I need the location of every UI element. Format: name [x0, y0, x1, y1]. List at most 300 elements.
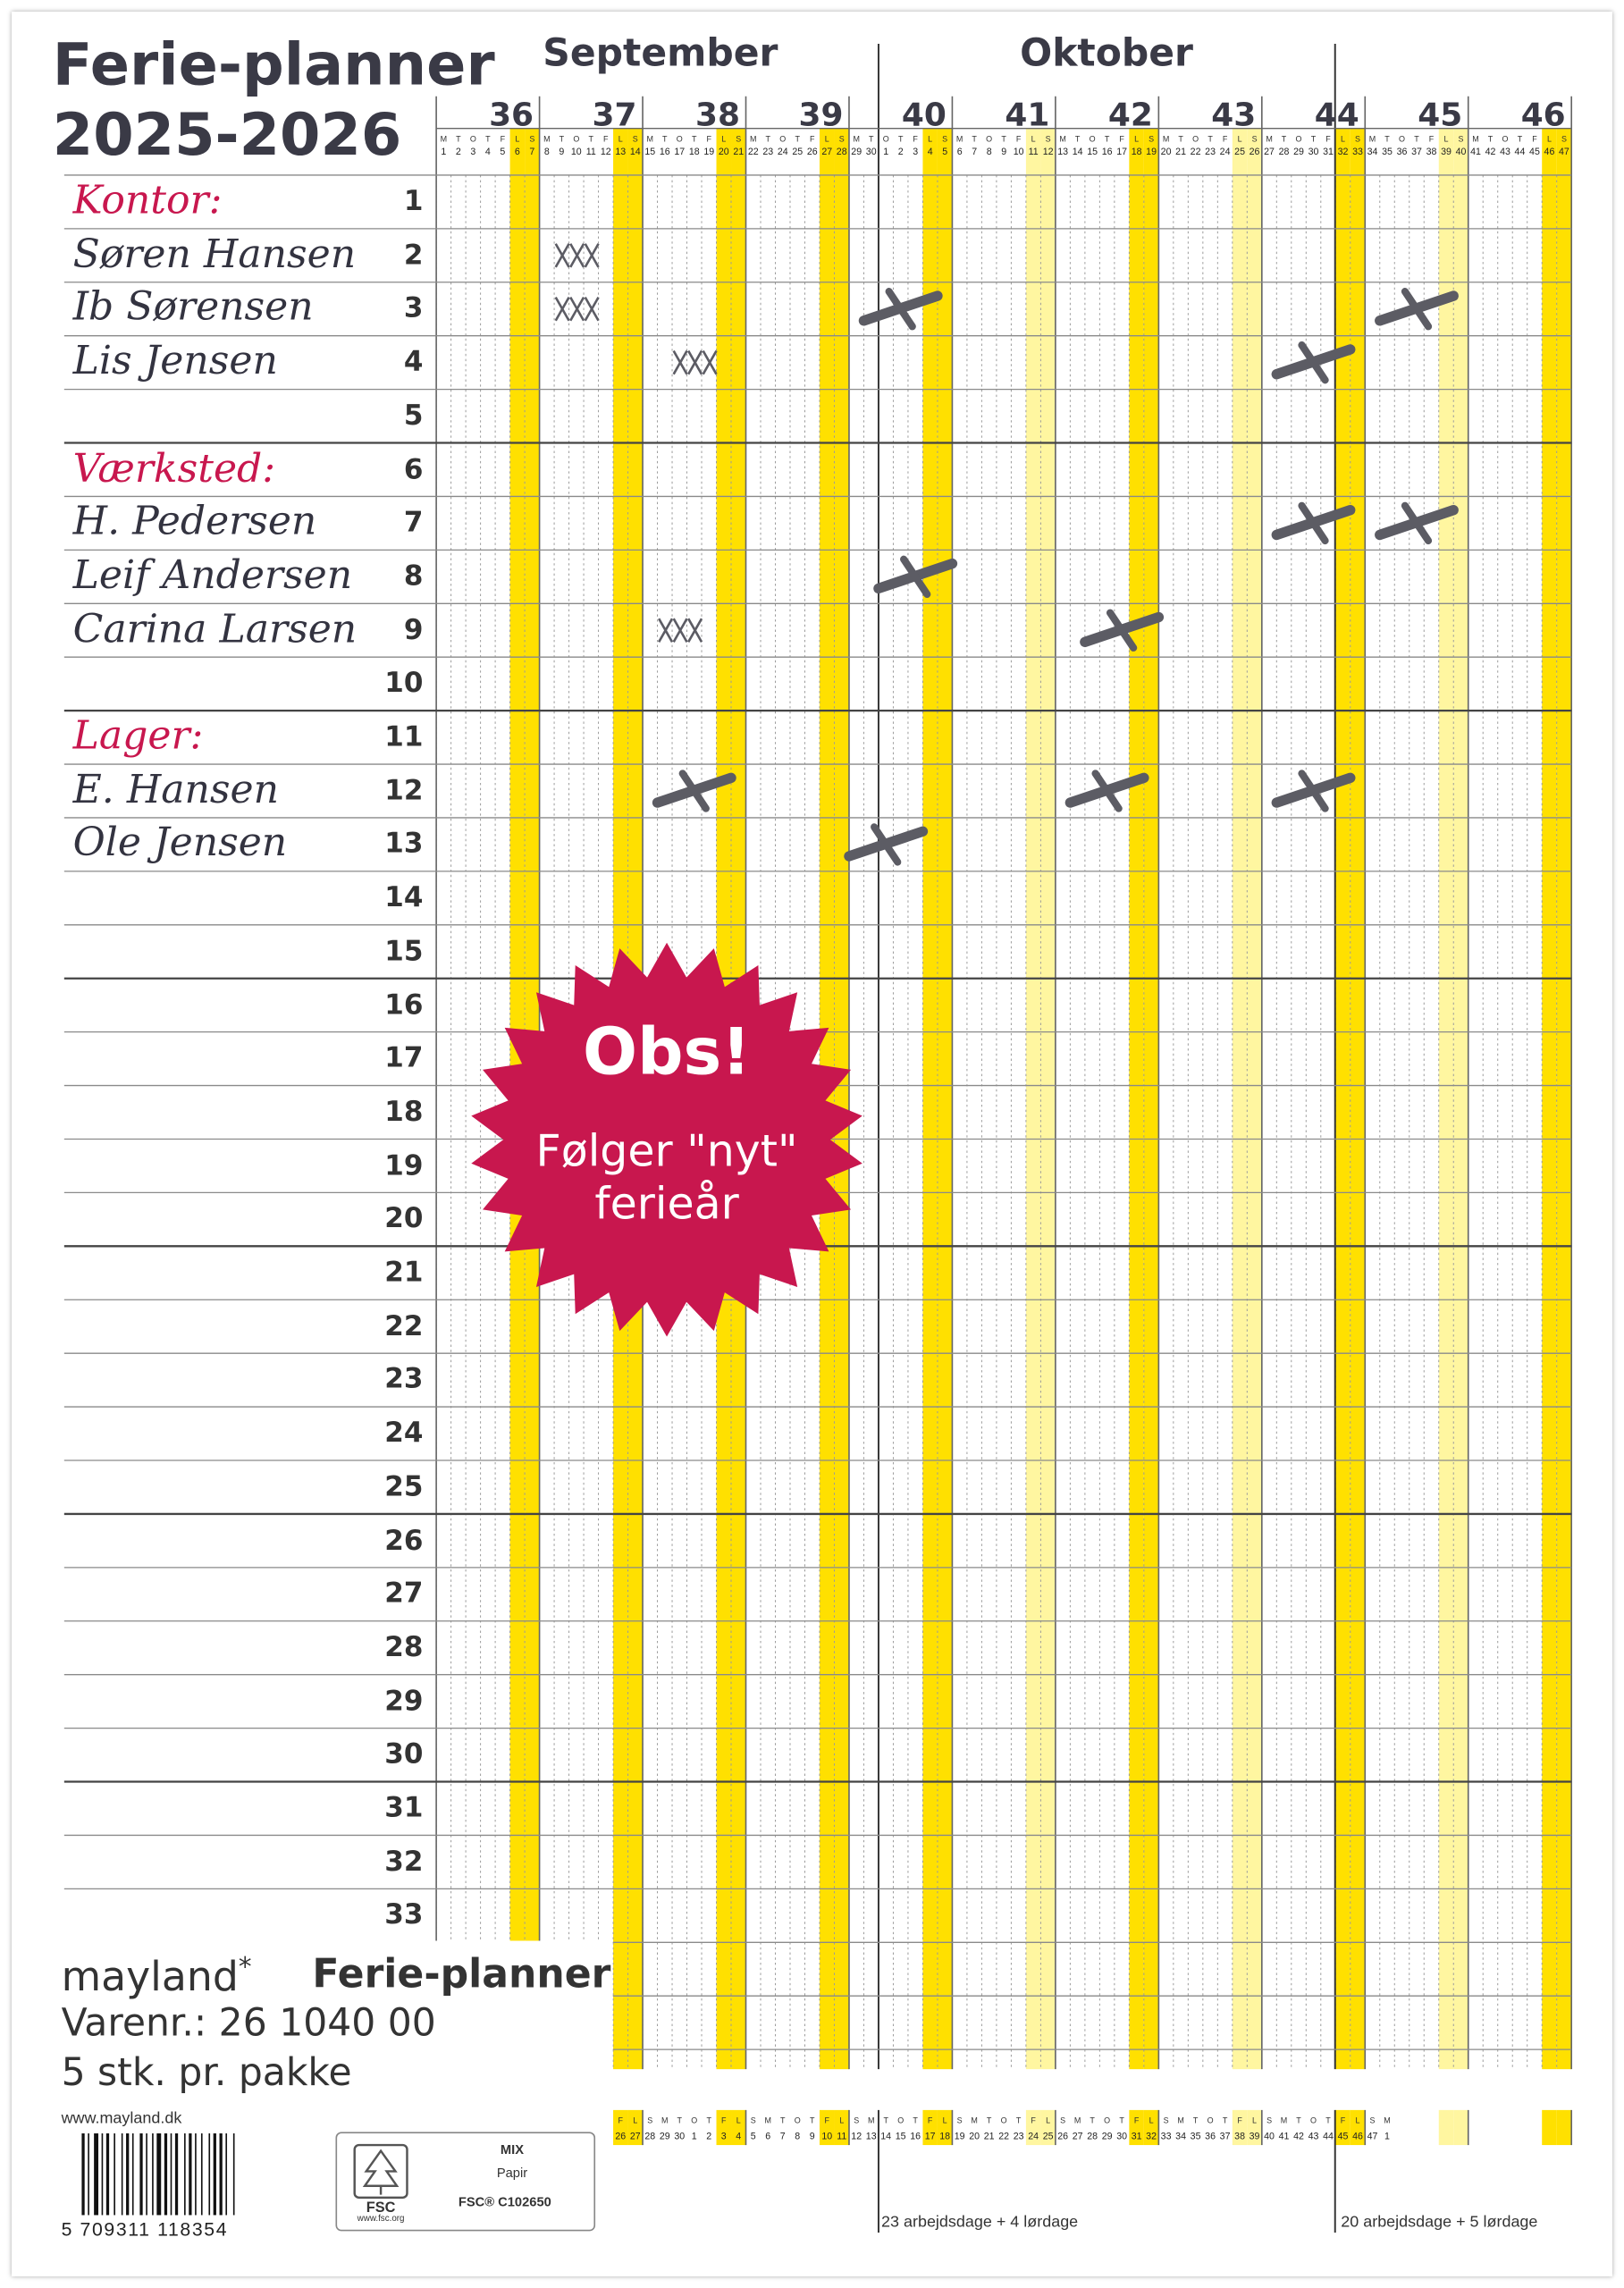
day-date: 26: [806, 147, 818, 158]
day-date: 24: [777, 147, 788, 158]
row-number: 29: [384, 1685, 424, 1718]
badge-line-2: ferieår: [594, 1179, 739, 1231]
fsc-tree-icon: [351, 2142, 409, 2200]
day-date: 39: [1441, 147, 1452, 158]
day-letter-bottom: O: [897, 2116, 905, 2125]
day-date: 14: [629, 147, 641, 158]
day-date-bottom: 37: [1219, 2131, 1231, 2142]
day-letter-bottom: O: [1000, 2116, 1007, 2125]
day-date-bottom: 47: [1367, 2131, 1378, 2142]
row-number: 19: [384, 1148, 424, 1182]
day-letter-bottom: T: [1090, 2116, 1095, 2125]
day-letter: M: [853, 134, 860, 144]
day-date-bottom: 18: [939, 2131, 951, 2142]
day-date-bottom: 26: [615, 2131, 627, 2142]
day-date: 44: [1514, 147, 1526, 158]
employee-name: Leif Andersen: [72, 552, 353, 599]
day-letter-bottom: M: [971, 2116, 978, 2125]
day-letter: S: [736, 134, 742, 144]
day-date-bottom: 1: [691, 2131, 697, 2142]
barcode-bar: [214, 2133, 216, 2215]
day-date-bottom: 24: [1028, 2131, 1039, 2142]
day-letter-bottom: S: [1369, 2116, 1376, 2125]
month-label-september: September: [543, 31, 778, 76]
category-label: Værksted:: [72, 445, 276, 492]
vacation-cross-mark: [1380, 291, 1453, 326]
day-letter: L: [1237, 134, 1242, 144]
day-date: 18: [688, 147, 700, 158]
day-date: 4: [927, 147, 933, 158]
pack-size: 5 stk. pr. pakke: [61, 2051, 352, 2096]
day-letter: L: [1031, 134, 1036, 144]
day-date: 15: [1087, 147, 1098, 158]
day-letter-bottom: L: [1355, 2116, 1360, 2125]
day-letter: F: [1119, 134, 1124, 144]
vacation-cross-mark: [1276, 506, 1350, 541]
day-date: 23: [1205, 147, 1216, 158]
day-date-bottom: 39: [1249, 2131, 1260, 2142]
day-letter: F: [603, 134, 609, 144]
day-letter-bottom: T: [1222, 2116, 1228, 2125]
day-letter: O: [573, 134, 580, 144]
day-date: 2: [897, 147, 904, 158]
vacation-small-x-mark: [556, 298, 599, 321]
brand-name: mayland: [61, 1952, 239, 2001]
day-letter-bottom: L: [633, 2116, 638, 2125]
vacation-cross-mark: [1276, 773, 1350, 808]
day-letter-bottom: T: [677, 2116, 683, 2125]
barcode-bar: [126, 2133, 129, 2215]
day-letter: T: [1384, 134, 1390, 144]
day-letter: F: [706, 134, 712, 144]
day-date: 19: [1146, 147, 1157, 158]
row-number: 12: [384, 774, 424, 807]
day-letter: M: [955, 134, 963, 144]
day-date-bottom: 36: [1205, 2131, 1216, 2142]
day-letter: S: [1149, 134, 1155, 144]
day-letter: T: [1001, 134, 1006, 144]
day-date: 15: [644, 147, 656, 158]
day-date: 5: [942, 147, 948, 158]
day-letter: S: [1251, 134, 1258, 144]
day-letter-bottom: F: [1340, 2116, 1346, 2125]
day-letter: S: [1561, 134, 1567, 144]
row-number: 21: [384, 1256, 424, 1289]
product-name: Ferie-planner: [312, 1952, 611, 1998]
day-date: 32: [1337, 147, 1349, 158]
day-date: 12: [600, 147, 611, 158]
day-letter: T: [1104, 134, 1110, 144]
day-letter: O: [882, 134, 889, 144]
day-letter: L: [1546, 134, 1552, 144]
month-label-oktober: Oktober: [1020, 31, 1194, 76]
day-letter: O: [1502, 134, 1509, 144]
day-letter-bottom: T: [883, 2116, 888, 2125]
vacation-small-x-mark: [674, 351, 717, 374]
day-date: 36: [1396, 147, 1408, 158]
week-number: 39: [798, 97, 844, 134]
barcode-bar: [233, 2133, 235, 2215]
barcode-bar: [225, 2133, 227, 2215]
row-number: 15: [384, 935, 424, 968]
day-date: 6: [956, 147, 963, 158]
day-letter: O: [1399, 134, 1406, 144]
day-date: 12: [1042, 147, 1054, 158]
vacation-cross-mark: [879, 559, 952, 594]
barcode-bar: [184, 2133, 186, 2215]
employee-name: Ib Sørensen: [72, 285, 314, 331]
day-letter: F: [1222, 134, 1228, 144]
row-number: 8: [403, 559, 424, 593]
day-date-bottom: 19: [954, 2131, 965, 2142]
planner-title: Ferie-planner: [52, 31, 495, 100]
day-date-bottom: 46: [1352, 2131, 1363, 2142]
day-letter: M: [1472, 134, 1479, 144]
fsc-logo-text: FSC: [366, 2200, 396, 2217]
day-letter: F: [809, 134, 815, 144]
day-date: 4: [484, 147, 491, 158]
day-letter-bottom: T: [1015, 2116, 1022, 2125]
barcode-bar: [171, 2133, 172, 2215]
day-letter-bottom: S: [854, 2116, 860, 2125]
row-number: 18: [384, 1095, 424, 1128]
day-letter-bottom: S: [1163, 2116, 1169, 2125]
row-number: 7: [403, 506, 424, 539]
row-number: 26: [384, 1524, 424, 1557]
day-date-bottom: 15: [895, 2131, 906, 2142]
day-date: 9: [559, 147, 565, 158]
day-date: 25: [1234, 147, 1245, 158]
day-letter: S: [942, 134, 948, 144]
day-date: 8: [543, 147, 550, 158]
row-number: 5: [403, 400, 424, 432]
day-letter-bottom: S: [1266, 2116, 1273, 2125]
day-date-bottom: 31: [1131, 2131, 1142, 2142]
row-number: 3: [403, 292, 424, 325]
week-number: 38: [695, 97, 740, 134]
employee-name: H. Pedersen: [72, 499, 317, 545]
day-date: 7: [972, 147, 978, 158]
day-letter: T: [662, 134, 668, 144]
day-letter: O: [779, 134, 787, 144]
row-number: 10: [384, 667, 424, 700]
barcode-bar: [146, 2133, 147, 2215]
barcode-bar: [139, 2133, 142, 2215]
day-date-bottom: 17: [924, 2131, 936, 2142]
day-letter: L: [1341, 134, 1346, 144]
day-letter-bottom: O: [691, 2116, 698, 2125]
day-date-bottom: 1: [1384, 2131, 1390, 2142]
row-number: 28: [384, 1631, 424, 1664]
day-date: 20: [718, 147, 729, 158]
day-letter: F: [1015, 134, 1022, 144]
row-number: 13: [384, 828, 424, 861]
day-letter-bottom: F: [927, 2116, 933, 2125]
day-letter: M: [1162, 134, 1170, 144]
day-date: 22: [747, 147, 759, 158]
day-date: 21: [733, 147, 745, 158]
day-date: 18: [1131, 147, 1142, 158]
day-date-bottom: 7: [779, 2131, 786, 2142]
brand-asterisk: *: [238, 1952, 252, 1983]
day-letter-bottom: S: [750, 2116, 756, 2125]
day-letter-bottom: F: [618, 2116, 624, 2125]
day-letter-bottom: T: [706, 2116, 712, 2125]
day-letter: O: [1192, 134, 1199, 144]
day-date-bottom: 11: [837, 2131, 847, 2142]
day-letter: F: [1428, 134, 1435, 144]
day-letter: L: [1134, 134, 1140, 144]
day-date: 5: [500, 147, 506, 158]
vacation-cross-mark: [1070, 773, 1143, 808]
day-letter: L: [1443, 134, 1449, 144]
day-letter: S: [1355, 134, 1361, 144]
day-date: 19: [703, 147, 715, 158]
row-number: 14: [384, 881, 424, 914]
day-date-bottom: 44: [1323, 2131, 1334, 2142]
day-date: 38: [1426, 147, 1437, 158]
row-number: 33: [384, 1898, 424, 1931]
day-date: 17: [1116, 147, 1128, 158]
day-date: 10: [1013, 147, 1024, 158]
day-letter: O: [986, 134, 993, 144]
day-letter: M: [543, 134, 551, 144]
day-date: 6: [514, 147, 520, 158]
week-number: 37: [592, 97, 637, 134]
row-number: 32: [384, 1845, 424, 1878]
day-letter: F: [913, 134, 918, 144]
day-date-bottom: 20: [969, 2131, 980, 2142]
day-date-bottom: 32: [1146, 2131, 1157, 2142]
day-letter-bottom: T: [986, 2116, 992, 2125]
barcode-number: 5 709311 118354: [61, 2217, 229, 2241]
day-date: 13: [1057, 147, 1069, 158]
day-date: 13: [615, 147, 627, 158]
day-letter-bottom: L: [942, 2116, 947, 2125]
barcode-bar: [195, 2133, 197, 2215]
day-letter: O: [676, 134, 683, 144]
day-date: 3: [913, 147, 919, 158]
vacation-cross-mark: [1276, 345, 1350, 380]
day-date: 35: [1382, 147, 1393, 158]
badge-line-1: Følger "nyt": [535, 1126, 798, 1178]
day-letter-bottom: M: [867, 2116, 875, 2125]
day-date: 16: [1101, 147, 1113, 158]
fsc-url: www.fsc.org: [357, 2215, 405, 2225]
day-date: 42: [1485, 147, 1496, 158]
day-letter: T: [868, 134, 874, 144]
row-number: 2: [403, 239, 424, 272]
day-date-bottom: 45: [1337, 2131, 1349, 2142]
website-url: www.mayland.dk: [61, 2109, 182, 2128]
barcode-bar: [114, 2133, 115, 2215]
day-letter: T: [1074, 134, 1081, 144]
employee-name: Søren Hansen: [72, 231, 357, 277]
row-number: 24: [384, 1417, 424, 1450]
barcode-bar: [152, 2133, 154, 2215]
row-number: 6: [403, 452, 424, 485]
row-number: 27: [384, 1577, 424, 1611]
day-date-bottom: 23: [1013, 2131, 1024, 2142]
day-date: 11: [1028, 147, 1039, 158]
category-label: Kontor:: [72, 178, 223, 223]
day-letter: T: [1487, 134, 1494, 144]
week-number: 36: [489, 97, 534, 134]
day-date: 24: [1219, 147, 1231, 158]
day-date-bottom: 29: [1101, 2131, 1113, 2142]
day-date-bottom: 30: [674, 2131, 686, 2142]
day-date: 22: [1190, 147, 1201, 158]
day-date: 33: [1352, 147, 1363, 158]
day-date-bottom: 34: [1175, 2131, 1187, 2142]
day-letter-bottom: F: [1237, 2116, 1242, 2125]
day-letter-bottom: O: [1104, 2116, 1111, 2125]
day-letter: F: [1325, 134, 1331, 144]
day-letter: T: [897, 134, 904, 144]
day-date: 26: [1249, 147, 1260, 158]
day-letter-bottom: T: [809, 2116, 815, 2125]
day-date-bottom: 38: [1234, 2131, 1245, 2142]
day-letter: T: [1281, 134, 1287, 144]
day-date: 41: [1470, 147, 1481, 158]
vacation-small-x-mark: [556, 244, 599, 267]
day-letter-bottom: M: [1280, 2116, 1288, 2125]
day-date-bottom: 13: [865, 2131, 877, 2142]
day-date: 17: [674, 147, 686, 158]
day-letter: L: [515, 134, 520, 144]
day-date-bottom: 28: [1087, 2131, 1098, 2142]
day-letter: O: [1089, 134, 1096, 144]
day-letter-bottom: T: [1119, 2116, 1124, 2125]
day-letter: M: [1368, 134, 1376, 144]
row-number: 22: [384, 1309, 424, 1342]
day-date: 14: [1072, 147, 1083, 158]
day-date: 31: [1323, 147, 1334, 158]
day-letter-bottom: F: [1031, 2116, 1036, 2125]
day-letter-bottom: S: [647, 2116, 653, 2125]
barcode-bar: [81, 2133, 84, 2215]
day-date: 30: [1308, 147, 1319, 158]
workdays-oktober: 20 arbejdsdage + 5 lørdage: [1341, 2213, 1538, 2232]
day-letter-bottom: M: [1073, 2116, 1081, 2125]
barcode-icon: [79, 2133, 298, 2215]
day-letter: L: [721, 134, 727, 144]
day-date-bottom: 35: [1190, 2131, 1201, 2142]
day-letter: T: [559, 134, 565, 144]
vacation-cross-mark: [863, 291, 937, 326]
employee-name: E. Hansen: [72, 767, 280, 812]
day-letter: T: [795, 134, 800, 144]
day-letter-bottom: T: [1296, 2116, 1301, 2125]
vacation-cross-mark: [1085, 613, 1158, 648]
day-letter: T: [1207, 134, 1213, 144]
day-date-bottom: 42: [1293, 2131, 1304, 2142]
day-date-bottom: 25: [1042, 2131, 1054, 2142]
day-letter: S: [632, 134, 638, 144]
day-letter-bottom: T: [913, 2116, 918, 2125]
workdays-september: 23 arbejdsdage + 4 lørdage: [881, 2213, 1079, 2232]
row-number: 11: [384, 720, 424, 753]
day-letter-bottom: O: [794, 2116, 801, 2125]
day-date: 9: [1001, 147, 1007, 158]
day-date-bottom: 30: [1116, 2131, 1128, 2142]
day-date: 29: [1293, 147, 1304, 158]
row-number: 31: [384, 1791, 424, 1824]
day-letter: M: [646, 134, 654, 144]
vacation-cross-mark: [1380, 506, 1453, 541]
week-number: 45: [1418, 97, 1463, 134]
barcode-bar: [175, 2133, 178, 2215]
day-date: 1: [441, 147, 447, 158]
day-letter: O: [469, 134, 476, 144]
day-letter-bottom: S: [956, 2116, 963, 2125]
day-letter-bottom: T: [1192, 2116, 1199, 2125]
day-date: 34: [1367, 147, 1378, 158]
day-letter: L: [928, 134, 933, 144]
row-number: 25: [384, 1470, 424, 1503]
day-letter-bottom: L: [839, 2116, 845, 2125]
day-date: 37: [1411, 147, 1422, 158]
day-date: 27: [821, 147, 833, 158]
day-date-bottom: 12: [851, 2131, 862, 2142]
day-letter-bottom: M: [1384, 2116, 1391, 2125]
vacation-cross-mark: [849, 827, 922, 862]
employee-name: Carina Larsen: [72, 606, 358, 652]
day-letter: S: [529, 134, 535, 144]
day-letter: T: [765, 134, 770, 144]
day-letter-bottom: M: [764, 2116, 771, 2125]
barcode-bar: [106, 2133, 109, 2215]
day-date: 47: [1559, 147, 1569, 158]
day-letter-bottom: T: [779, 2116, 786, 2125]
day-letter: T: [1310, 134, 1317, 144]
day-letter-bottom: F: [824, 2116, 829, 2125]
row-number: 23: [384, 1363, 424, 1396]
day-letter: T: [588, 134, 594, 144]
day-date-bottom: 2: [706, 2131, 712, 2142]
day-date-bottom: 33: [1160, 2131, 1172, 2142]
barcode-bar: [164, 2133, 167, 2215]
day-date-bottom: 22: [998, 2131, 1010, 2142]
day-letter: M: [1266, 134, 1273, 144]
vacation-small-x-mark: [659, 618, 702, 642]
employee-name: Lis Jensen: [72, 338, 278, 384]
day-letter: T: [972, 134, 977, 144]
day-letter: T: [1178, 134, 1183, 144]
day-date: 8: [986, 147, 992, 158]
brand-logo: [62, 1953, 252, 2001]
day-date-bottom: 9: [809, 2131, 815, 2142]
barcode-bar: [122, 2133, 123, 2215]
day-date: 16: [659, 147, 670, 158]
item-number: Varenr.: 26 1040 00: [61, 2002, 436, 2047]
employee-name: Ole Jensen: [72, 820, 288, 866]
barcode-bar: [156, 2133, 161, 2215]
day-letter: T: [485, 134, 491, 144]
row-number: 16: [384, 988, 424, 1022]
category-label: Lager:: [72, 713, 204, 760]
row-number: 9: [403, 613, 424, 646]
fsc-papir: Papir: [496, 2165, 528, 2181]
day-letter: T: [1414, 134, 1419, 144]
day-date: 46: [1544, 147, 1555, 158]
day-date: 11: [585, 147, 596, 158]
day-date-bottom: 5: [750, 2131, 756, 2142]
day-letter: M: [750, 134, 757, 144]
day-letter: L: [618, 134, 623, 144]
day-letter: S: [838, 134, 845, 144]
day-date: 1: [883, 147, 889, 158]
